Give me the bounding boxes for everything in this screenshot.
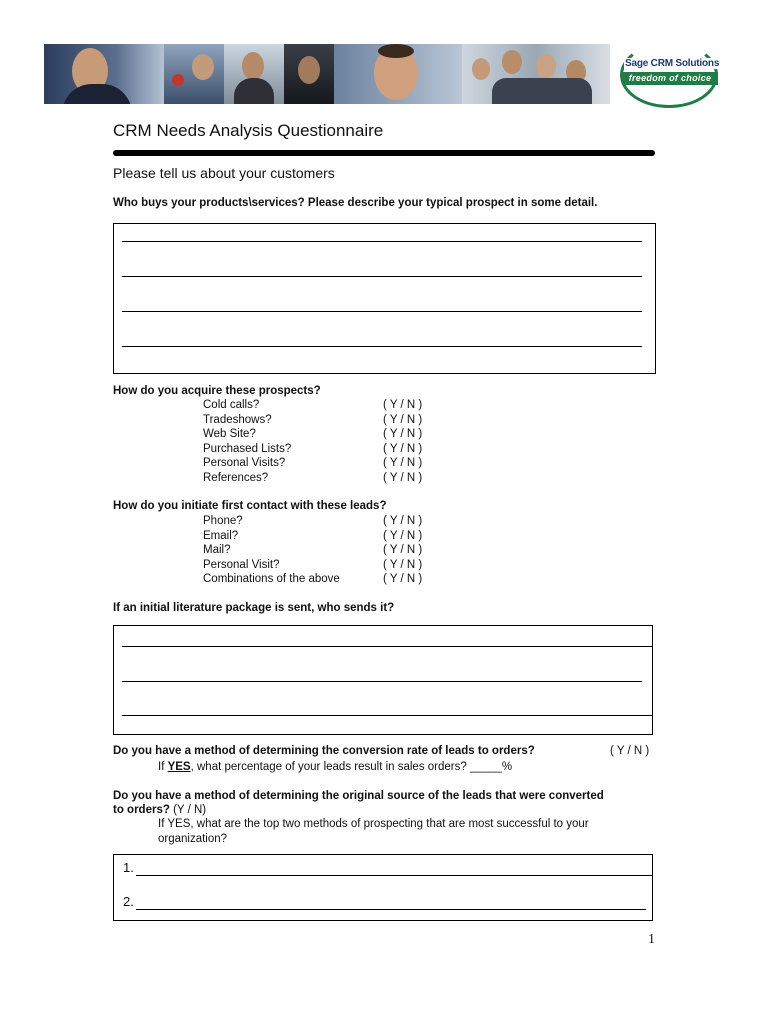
yes-no-choice[interactable]: ( Y / N )	[383, 529, 423, 542]
answer-line	[136, 909, 646, 910]
answer-box-literature-package[interactable]	[113, 625, 653, 735]
yes-no-choice[interactable]: ( Y / N )	[383, 442, 423, 455]
followup-suffix: , what percentage of your leads result in sales orders? _____%	[190, 761, 513, 773]
acquire-options-labels	[203, 398, 291, 485]
answer-line	[122, 346, 642, 347]
question-prospect-description: Who buys your products\services? Please describe your typical prospect in some detail.	[113, 197, 598, 209]
banner-photo-4	[284, 44, 334, 104]
title-rule	[113, 150, 655, 156]
option-label: Personal Visits?	[203, 457, 286, 469]
answer-item-number: 1.	[123, 860, 134, 875]
option-label: References?	[203, 471, 269, 484]
option-label: Personal Visit?	[203, 558, 280, 571]
yes-no-choice[interactable]: ( Y / N )	[383, 399, 423, 411]
banner-photo-6	[462, 44, 610, 104]
answer-line	[122, 241, 642, 242]
contact-options-choices	[383, 514, 422, 587]
question-literature-package: If an initial literature package is sent, who sends it?	[113, 602, 395, 614]
acquire-options-choices	[383, 398, 422, 485]
answer-box-top-methods[interactable]	[113, 854, 653, 921]
question-lead-source: Do you have a method of determining the original source of the leads that were converted	[113, 790, 604, 802]
option-label: Combinations of the above	[203, 573, 340, 585]
yes-no-choice[interactable]: ( Y / N )	[383, 558, 423, 571]
yes-no-choice[interactable]: ( Y / N )	[383, 515, 423, 527]
answer-line	[136, 875, 652, 876]
banner-photo-2	[164, 44, 224, 104]
page-title: CRM Needs Analysis Questionnaire	[113, 121, 384, 140]
banner-photo-3	[224, 44, 284, 104]
question-first-contact: How do you initiate first contact with these leads?	[113, 500, 387, 512]
sage-crm-logo	[618, 40, 722, 110]
lead-source-choice[interactable]: (Y / N)	[173, 804, 207, 816]
lead-source-text: to orders?	[113, 804, 170, 816]
logo-brand-text: Sage CRM Solutions	[625, 58, 720, 69]
answer-line	[122, 681, 642, 682]
option-label: Purchased Lists?	[203, 442, 292, 455]
contact-options-labels	[203, 514, 340, 587]
answer-item-number: 2.	[123, 894, 134, 909]
answer-line	[122, 276, 642, 277]
yes-no-choice[interactable]: ( Y / N )	[383, 413, 423, 426]
question-acquire-prospects: How do you acquire these prospects?	[113, 385, 321, 397]
answer-line	[122, 715, 652, 716]
header-banner	[44, 44, 610, 104]
option-label: Tradeshows?	[203, 413, 272, 426]
yes-no-choice[interactable]: ( Y / N )	[383, 428, 423, 440]
conversion-followup	[158, 761, 512, 773]
option-label: Phone?	[203, 515, 243, 527]
answer-line	[122, 311, 642, 312]
lead-source-followup-1: If YES, what are the top two methods of prospecting that are most successful to your	[158, 818, 589, 830]
conversion-rate-choice[interactable]: ( Y / N )	[610, 745, 650, 757]
banner-photo-1	[44, 44, 164, 104]
yes-no-choice[interactable]: ( Y / N )	[383, 573, 423, 585]
followup-prefix: If	[158, 761, 168, 773]
answer-box-prospect-description[interactable]	[113, 223, 656, 374]
option-label: Web Site?	[203, 428, 256, 440]
option-label: Mail?	[203, 544, 231, 556]
lead-source-followup-2: organization?	[158, 833, 228, 845]
yes-no-choice[interactable]: ( Y / N )	[383, 471, 423, 484]
yes-no-choice[interactable]: ( Y / N )	[383, 544, 423, 556]
page-number: 1	[648, 932, 655, 947]
section-subtitle: Please tell us about your customers	[113, 165, 335, 181]
followup-yes: YES	[167, 761, 191, 773]
logo-tagline: freedom of choice	[622, 72, 718, 85]
option-label: Email?	[203, 529, 239, 542]
answer-line	[122, 646, 652, 647]
yes-no-choice[interactable]: ( Y / N )	[383, 457, 423, 469]
option-label: Cold calls?	[203, 399, 260, 411]
question-conversion-rate: Do you have a method of determining the conversion rate of leads to orders?	[113, 745, 535, 757]
banner-photo-5	[334, 44, 462, 104]
question-lead-source-line2	[113, 804, 206, 816]
